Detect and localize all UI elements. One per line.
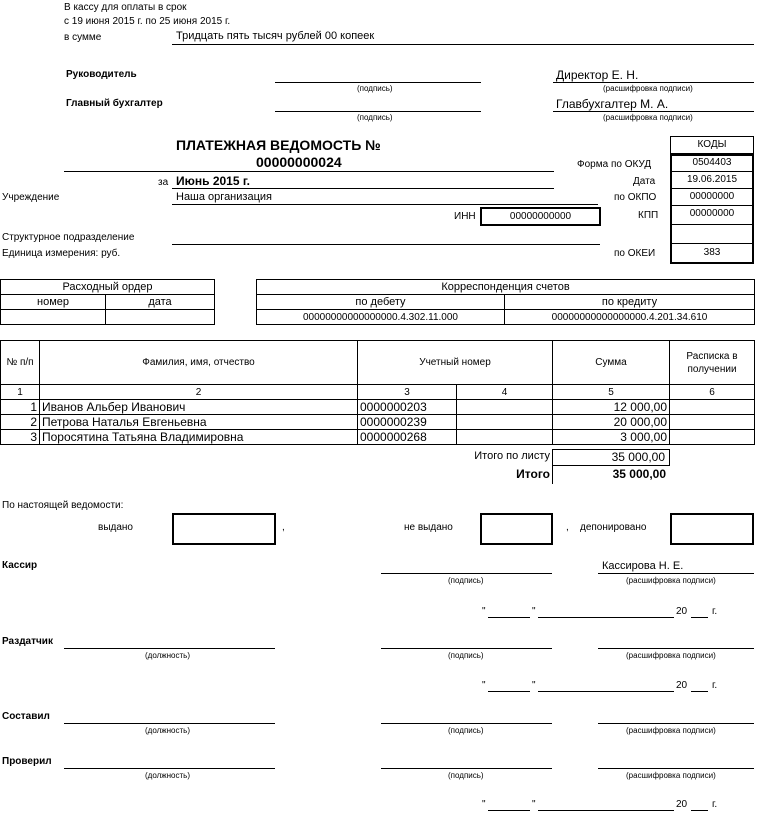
codes-divider bbox=[671, 171, 753, 172]
sum-in-words: Тридцать пять тысяч рублей 00 копеек bbox=[176, 30, 375, 42]
debit-header: по дебету bbox=[257, 295, 505, 310]
compiled-decode-line bbox=[598, 723, 754, 724]
document-number: 00000000024 bbox=[256, 154, 342, 170]
inn-value: 00000000000 bbox=[480, 207, 601, 226]
account-number: 0000000268 bbox=[358, 430, 457, 445]
issued-label: выдано bbox=[98, 522, 133, 533]
head-name: Директор Е. Н. bbox=[556, 68, 639, 82]
table-row bbox=[1, 400, 755, 415]
row-sum: 20 000,00 bbox=[553, 415, 670, 430]
checked-sign-line bbox=[381, 768, 552, 769]
okei-label: по ОКЕИ bbox=[614, 248, 656, 259]
date-day-line bbox=[488, 617, 530, 618]
row-sum: 3 000,00 bbox=[553, 430, 670, 445]
col-index: 4 bbox=[457, 385, 553, 400]
cash-order-title: Расходный ордер bbox=[1, 280, 215, 295]
checked-position-caption: (должность) bbox=[145, 771, 190, 780]
col-index: 2 bbox=[40, 385, 358, 400]
checked-decode-line bbox=[598, 768, 754, 769]
date-quote-close: " bbox=[532, 680, 536, 691]
not-issued-box bbox=[480, 513, 553, 545]
codes-divider bbox=[671, 224, 753, 225]
distributor-decode-line bbox=[598, 648, 754, 649]
date-year-suffix: г. bbox=[712, 606, 718, 617]
date-year-line bbox=[691, 617, 708, 618]
payment-period: с 19 июня 2015 г. по 25 июня 2015 г. bbox=[64, 16, 231, 27]
cashier-label: Кассир bbox=[2, 560, 38, 571]
cashier-sign-caption: (подпись) bbox=[448, 576, 484, 585]
table-row bbox=[1, 415, 755, 430]
employee-name: Поросятина Татьяна Владимировна bbox=[40, 430, 358, 445]
compiled-decode-caption: (расшифровка подписи) bbox=[626, 726, 716, 735]
head-decode-caption: (расшифровка подписи) bbox=[603, 84, 693, 93]
cashier-name: Кассирова Н. Е. bbox=[602, 560, 684, 572]
institution-underline bbox=[172, 204, 598, 205]
distributor-sign-line bbox=[381, 648, 552, 649]
sum-underline bbox=[172, 44, 754, 45]
order-number-header: номер bbox=[1, 295, 106, 310]
chief-sign-caption: (подпись) bbox=[357, 113, 393, 122]
head-label: Руководитель bbox=[66, 69, 137, 80]
receipt-cell bbox=[670, 430, 755, 445]
chief-accountant-name: Главбухгалтер М. А. bbox=[556, 97, 669, 111]
account-number: 0000000203 bbox=[358, 400, 457, 415]
account-extra bbox=[457, 415, 553, 430]
division-label: Структурное подразделение bbox=[2, 232, 135, 243]
date-day-line bbox=[488, 810, 530, 811]
comma: , bbox=[566, 522, 569, 533]
issued-box bbox=[172, 513, 276, 545]
total-value: 35 000,00 bbox=[612, 467, 666, 481]
receipt-cell bbox=[670, 400, 755, 415]
col-index: 6 bbox=[670, 385, 755, 400]
date-quote-open: " bbox=[482, 799, 486, 810]
okud-label: Форма по ОКУД bbox=[577, 159, 652, 170]
codes-header: КОДЫ bbox=[670, 136, 754, 154]
distributor-position-line bbox=[64, 648, 275, 649]
credit-header: по кредиту bbox=[505, 295, 755, 310]
date-year-prefix: 20 bbox=[676, 606, 688, 617]
cash-order-table bbox=[0, 279, 215, 325]
date-year-line bbox=[691, 691, 708, 692]
compiled-position-caption: (должность) bbox=[145, 726, 190, 735]
order-number-cell bbox=[1, 310, 106, 325]
sum-label: в сумме bbox=[64, 32, 102, 43]
codes-divider bbox=[671, 205, 753, 206]
okei-value: 383 bbox=[703, 247, 721, 258]
page-total-value: 35 000,00 bbox=[552, 449, 670, 466]
col-account-header: Учетный номер bbox=[358, 341, 553, 385]
payroll-table bbox=[0, 340, 755, 445]
correspondence-title: Корреспонденция счетов bbox=[257, 280, 755, 295]
chief-decode-line bbox=[553, 111, 754, 112]
employee-name: Петрова Наталья Евгеньевна bbox=[40, 415, 358, 430]
col-index: 3 bbox=[358, 385, 457, 400]
account-extra bbox=[457, 430, 553, 445]
date-year-suffix: г. bbox=[712, 799, 718, 810]
date-year-line bbox=[691, 810, 708, 811]
distributor-decode-caption: (расшифровка подписи) bbox=[626, 651, 716, 660]
correspondence-table bbox=[256, 279, 755, 325]
cashier-sign-line bbox=[381, 573, 552, 574]
row-number: 2 bbox=[1, 415, 40, 430]
date-quote-open: " bbox=[482, 680, 486, 691]
row-number: 3 bbox=[1, 430, 40, 445]
period-value: Июнь 2015 г. bbox=[176, 174, 250, 188]
date-month-line bbox=[538, 617, 674, 618]
okpo-label: по ОКПО bbox=[614, 192, 657, 203]
col-sum-header: Сумма bbox=[553, 341, 670, 385]
compiled-sign-caption: (подпись) bbox=[448, 726, 484, 735]
date-value: 19.06.2015 bbox=[686, 174, 738, 185]
cashier-decode-caption: (расшифровка подписи) bbox=[626, 576, 716, 585]
row-sum: 12 000,00 bbox=[553, 400, 670, 415]
checked-sign-caption: (подпись) bbox=[448, 771, 484, 780]
account-extra bbox=[457, 400, 553, 415]
total-divider bbox=[552, 466, 553, 484]
cashier-decode-line bbox=[598, 573, 754, 574]
deposited-box bbox=[670, 513, 754, 545]
date-quote-open: " bbox=[482, 606, 486, 617]
title-underline bbox=[64, 171, 554, 172]
institution-value: Наша организация bbox=[176, 191, 272, 203]
document-title: ПЛАТЕЖНАЯ ВЕДОМОСТЬ № bbox=[176, 137, 381, 153]
col-index: 5 bbox=[553, 385, 670, 400]
not-issued-label: не выдано bbox=[404, 522, 453, 533]
chief-sign-line bbox=[275, 111, 481, 112]
checked-position-line bbox=[64, 768, 275, 769]
order-date-cell bbox=[106, 310, 215, 325]
distributor-sign-caption: (подпись) bbox=[448, 651, 484, 660]
total-label: Итого bbox=[516, 467, 550, 481]
codes-divider bbox=[671, 243, 753, 244]
comma: , bbox=[282, 522, 285, 533]
date-quote-close: " bbox=[532, 606, 536, 617]
col-index: 1 bbox=[1, 385, 40, 400]
employee-name: Иванов Альбер Иванович bbox=[40, 400, 358, 415]
summary-intro: По настоящей ведомости: bbox=[2, 500, 124, 511]
okpo-value: 00000000 bbox=[689, 191, 735, 202]
date-day-line bbox=[488, 691, 530, 692]
col-name-header: Фамилия, имя, отчество bbox=[40, 341, 358, 385]
compiled-position-line bbox=[64, 723, 275, 724]
head-sign-line bbox=[275, 82, 481, 83]
deposited-label: депонировано bbox=[580, 522, 647, 533]
inn-label: ИНН bbox=[454, 211, 476, 222]
date-year-prefix: 20 bbox=[676, 799, 688, 810]
kpp-label: КПП bbox=[638, 210, 659, 221]
date-year-suffix: г. bbox=[712, 680, 718, 691]
checked-label: Проверил bbox=[2, 756, 52, 767]
col-number-header: № п/п bbox=[1, 341, 40, 385]
period-underline bbox=[172, 188, 554, 189]
date-month-line bbox=[538, 810, 674, 811]
chief-accountant-label: Главный бухгалтер bbox=[66, 98, 163, 109]
date-month-line bbox=[538, 691, 674, 692]
date-year-prefix: 20 bbox=[676, 680, 688, 691]
head-decode-line bbox=[553, 82, 754, 83]
unit-label: Единица измерения: руб. bbox=[2, 248, 121, 259]
cash-desk-line: В кассу для оплаты в срок bbox=[64, 2, 187, 13]
codes-divider bbox=[671, 188, 753, 189]
date-quote-close: " bbox=[532, 799, 536, 810]
date-label: Дата bbox=[633, 176, 656, 187]
division-underline bbox=[172, 244, 600, 245]
distributor-label: Раздатчик bbox=[2, 636, 53, 647]
page-total-label: Итого по листу bbox=[474, 450, 550, 462]
compiled-sign-line bbox=[381, 723, 552, 724]
chief-decode-caption: (расшифровка подписи) bbox=[603, 113, 693, 122]
checked-decode-caption: (расшифровка подписи) bbox=[626, 771, 716, 780]
credit-account: 00000000000000000.4.201.34.610 bbox=[505, 310, 755, 325]
debit-account: 00000000000000000.4.302.11.000 bbox=[257, 310, 505, 325]
okud-value: 0504403 bbox=[692, 157, 732, 168]
receipt-cell bbox=[670, 415, 755, 430]
account-number: 0000000239 bbox=[358, 415, 457, 430]
period-for-label: за bbox=[158, 177, 169, 188]
head-sign-caption: (подпись) bbox=[357, 84, 393, 93]
row-number: 1 bbox=[1, 400, 40, 415]
kpp-value: 00000000 bbox=[689, 208, 735, 219]
institution-label: Учреждение bbox=[2, 192, 60, 203]
compiled-label: Составил bbox=[2, 711, 50, 722]
col-receipt-header: Расписка в получении bbox=[670, 341, 755, 385]
table-row bbox=[1, 430, 755, 445]
distributor-position-caption: (должность) bbox=[145, 651, 190, 660]
order-date-header: дата bbox=[106, 295, 215, 310]
